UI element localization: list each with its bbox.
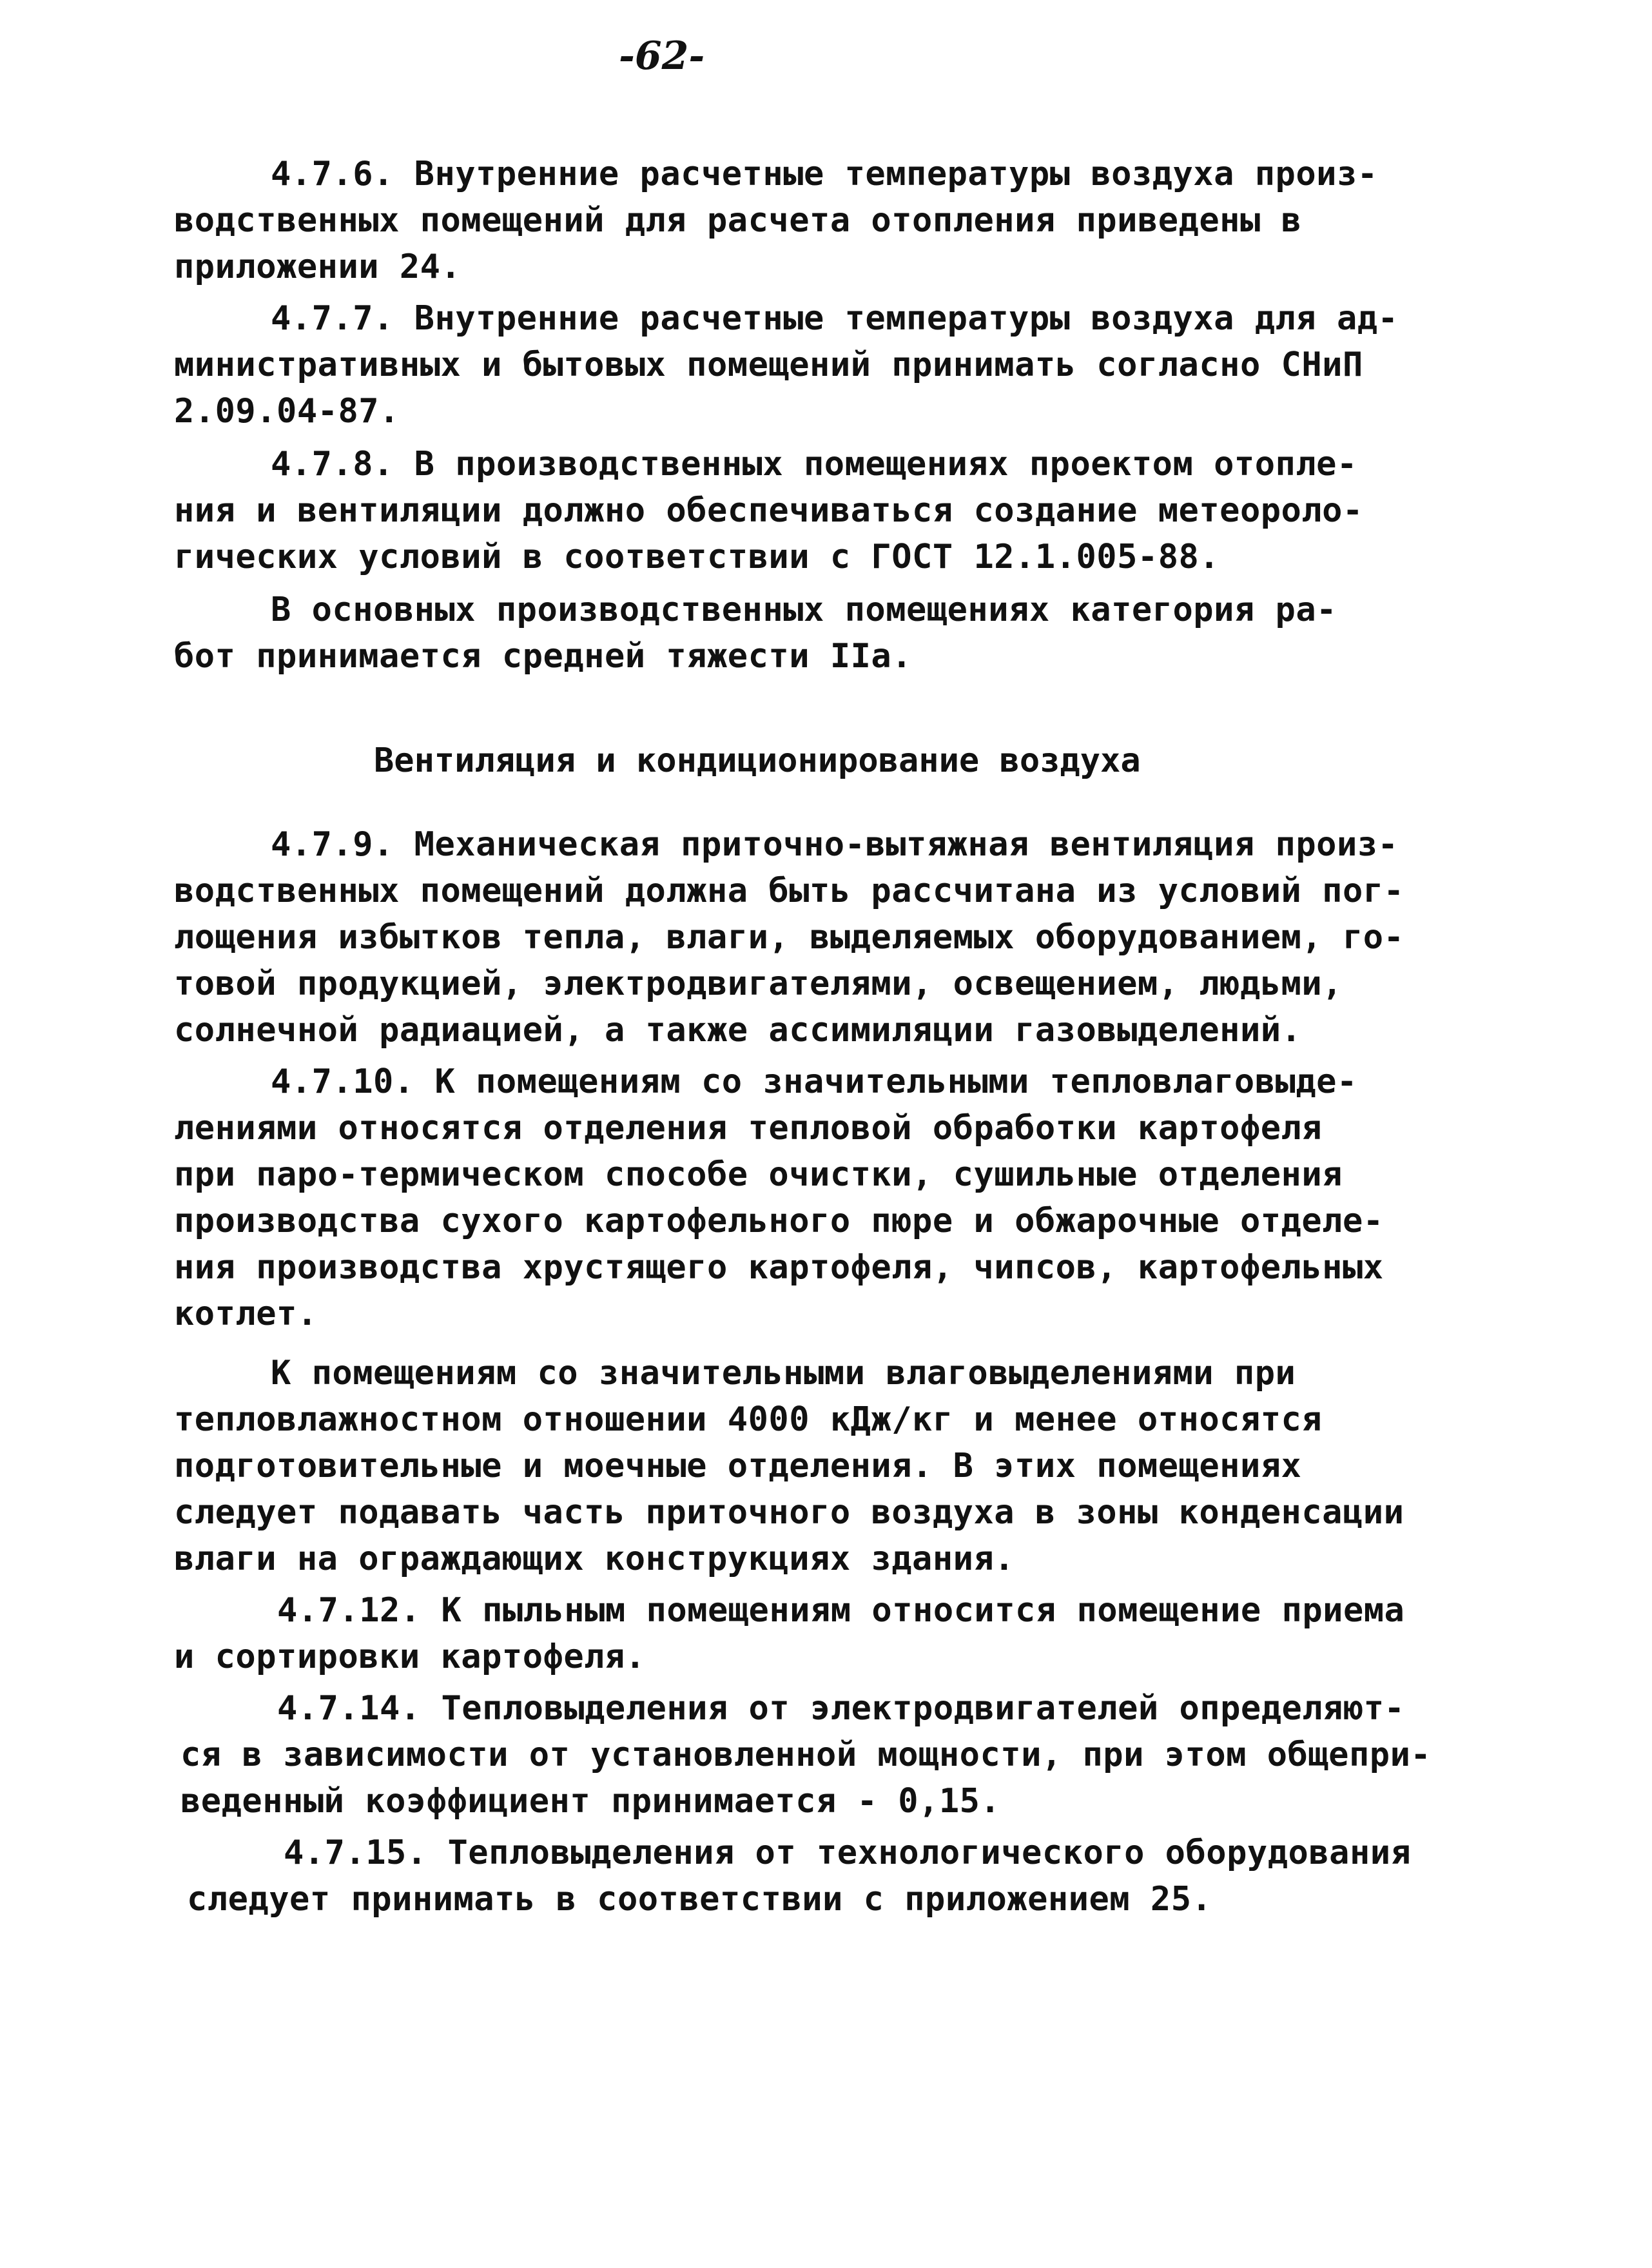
line-28: 4.7.12. К пыльным помещениям относится помещение приема bbox=[277, 1591, 1405, 1630]
line-17: 4.7.10. К помещениям со значительными тепловлаговыде- bbox=[271, 1062, 1357, 1101]
line-34: следует принимать в соответствии с приложением 25. bbox=[187, 1880, 1212, 1919]
line-19: при паро-термическом способе очистки, сушильные отделения bbox=[174, 1155, 1343, 1194]
line-25: подготовительные и моечные отделения. В этих помещениях bbox=[174, 1447, 1302, 1485]
section-heading: Вентиляция и кондиционирование воздуха bbox=[374, 741, 1141, 780]
line-18: лениями относятся отделения тепловой обработки картофеля bbox=[174, 1109, 1323, 1148]
line-30: 4.7.14. Тепловыделения от электродвигателей определяют- bbox=[277, 1689, 1405, 1728]
line-24: тепловлажностном отношении 4000 кДж/кг и менее относятся bbox=[174, 1400, 1323, 1439]
line-16: солнечной радиацией, а также ассимиляции газовыделений. bbox=[174, 1011, 1302, 1050]
line-23: К помещениям со значительными влаговыделениями при bbox=[271, 1354, 1296, 1393]
line-26: следует подавать часть приточного воздуха в зоны конденсации bbox=[174, 1493, 1404, 1532]
line-27: влаги на ограждающих конструкциях здания. bbox=[174, 1540, 1015, 1578]
line-11: бот принимается средней тяжести IIa. bbox=[174, 637, 913, 676]
line-6: 2.09.04-87. bbox=[174, 392, 400, 431]
line-2: водственных помещений для расчета отопления приведены в bbox=[174, 201, 1302, 240]
line-15: товой продукцией, электродвигателями, освещением, людьми, bbox=[174, 964, 1343, 1003]
line-31: ся в зависимости от установленной мощности, при этом общепри- bbox=[180, 1735, 1432, 1774]
line-33: 4.7.15. Тепловыделения от технологического оборудования bbox=[284, 1833, 1412, 1872]
line-12: 4.7.9. Механическая приточно-вытяжная вентиляция произ- bbox=[271, 825, 1399, 864]
line-1: 4.7.6. Внутренние расчетные температуры воздуха произ- bbox=[271, 155, 1378, 193]
line-29: и сортировки картофеля. bbox=[174, 1637, 646, 1676]
line-22: котлет. bbox=[174, 1295, 318, 1333]
line-10: В основных производственных помещениях категория ра- bbox=[271, 591, 1337, 629]
line-5: министративных и бытовых помещений принимать согласно СНиП bbox=[174, 346, 1363, 384]
page-number: -62- bbox=[619, 34, 705, 79]
line-4: 4.7.7. Внутренние расчетные температуры воздуха для ад- bbox=[271, 299, 1399, 338]
line-32: веденный коэффициент принимается - 0,15. bbox=[180, 1782, 1001, 1821]
line-20: производства сухого картофельного пюре и обжарочные отделе- bbox=[174, 1202, 1384, 1240]
line-9: гических условий в соответствии с ГОСТ 12.1.005-88. bbox=[174, 538, 1220, 576]
line-21: ния производства хрустящего картофеля, чипсов, картофельных bbox=[174, 1248, 1384, 1287]
line-13: водственных помещений должна быть рассчитана из условий пог- bbox=[174, 872, 1404, 910]
line-3: приложении 24. bbox=[174, 248, 462, 286]
line-7: 4.7.8. В производственных помещениях проектом отопле- bbox=[271, 445, 1357, 484]
line-14: лощения избытков тепла, влаги, выделяемых оборудованием, го- bbox=[174, 918, 1404, 957]
line-8: ния и вентиляции должно обеспечиваться создание метеороло- bbox=[174, 491, 1363, 530]
